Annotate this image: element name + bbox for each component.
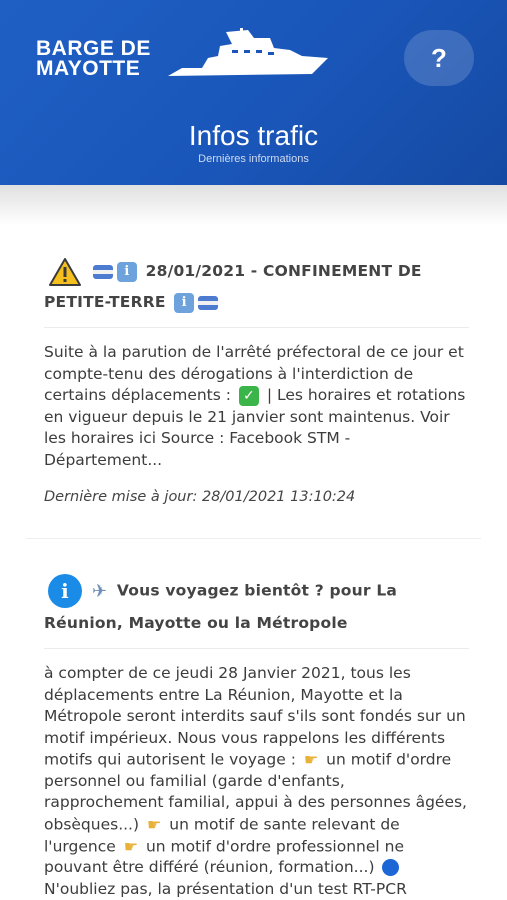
header-shadow bbox=[0, 185, 507, 225]
news-card-title bbox=[44, 574, 469, 639]
info-icon: i bbox=[117, 262, 137, 282]
pointing-hand-icon: ☛ bbox=[146, 814, 162, 834]
flag-icon bbox=[198, 296, 218, 310]
barge-de-mayotte-logo bbox=[34, 28, 334, 84]
help-button[interactable]: ? bbox=[404, 30, 474, 86]
news-card-title bbox=[44, 256, 469, 318]
boat-icon bbox=[162, 28, 330, 80]
divider bbox=[44, 648, 469, 649]
news-card-body: Suite à la parution de l'arrêté préfectoral de ce jour et compte-tenu des dérogations à l'interdiction de certains déplacements : ✓ | Les horaires et rotations en vigueur depuis le 21 janvier sont maintenus. Voir les horaires ici Source : Facebook STM - Département... bbox=[44, 343, 466, 469]
news-card-updated: Dernière mise à jour: 28/01/2021 13:10:24 bbox=[44, 489, 356, 505]
news-card-travel[interactable] bbox=[44, 574, 469, 900]
divider bbox=[44, 327, 469, 328]
flag-icon bbox=[93, 265, 113, 279]
news-card-title-text: 28/01/2021 - CONFINEMENT DE PETITE-TERRE bbox=[44, 262, 422, 311]
card-separator bbox=[26, 538, 481, 539]
news-card-title-text: Vous voyagez bientôt ? pour La Réunion, Mayotte ou la Métropole bbox=[44, 581, 398, 632]
info-icon: i bbox=[174, 293, 194, 313]
pointing-hand-icon: ☛ bbox=[123, 836, 139, 856]
info-icon: i bbox=[48, 574, 82, 608]
news-card-confinement[interactable] bbox=[44, 256, 469, 505]
news-card-body: à compter de ce jeudi 28 Janvier 2021, tous les déplacements entre La Réunion, Mayotte et la Métropole seront interdits sauf s'ils sont fondés sur un motif impérieux. Nous vous rappelons les différents motifs qui autorisent le voyage : ☛ un motif d'ordre personnel ou familial (garde d'enfants, rapprochement familial, appui à des personnes âgées, obsèques...) ☛ un motif de sante relevant de l'urgence ☛ un motif d'ordre professionnel ne pouvant être différé (réunion, formation...) N'oubliez pas, la présentation d'un test RT-PCR bbox=[44, 664, 467, 898]
blue-circle-icon bbox=[382, 859, 399, 876]
logo-line2: MAYOTTE bbox=[36, 57, 141, 80]
page-title: Infos trafic bbox=[188, 120, 319, 151]
airplane-icon: ✈ bbox=[92, 580, 108, 602]
warning-icon bbox=[48, 257, 82, 287]
pointing-hand-icon: ☛ bbox=[303, 750, 319, 769]
check-mark-icon: ✓ bbox=[239, 386, 259, 406]
app-header bbox=[0, 0, 507, 185]
page-subtitle: Dernières informations bbox=[198, 153, 309, 165]
logo-line1: BARGE DE bbox=[36, 37, 151, 60]
